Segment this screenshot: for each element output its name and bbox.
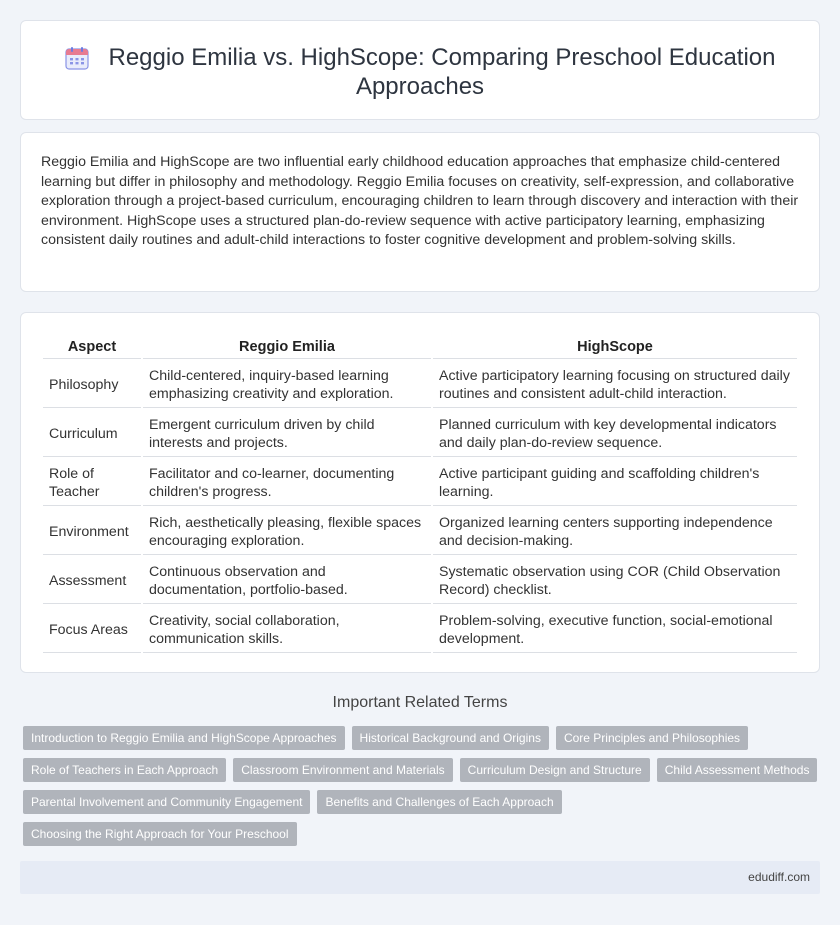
related-term-link[interactable]: Role of Teachers in Each Approach	[23, 758, 226, 782]
cell-highscope: Systematic observation using COR (Child Observation Record) checklist.	[433, 557, 797, 604]
cell-aspect: Philosophy	[43, 361, 141, 408]
header-aspect: Aspect	[43, 335, 141, 359]
table-row	[43, 606, 797, 653]
related-term-link[interactable]: Curriculum Design and Structure	[460, 758, 650, 782]
cell-reggio: Facilitator and co-learner, documenting children's progress.	[143, 459, 431, 506]
cell-reggio: Rich, aesthetically pleasing, flexible spaces encouraging exploration.	[143, 508, 431, 555]
related-term-link[interactable]: Benefits and Challenges of Each Approach	[317, 790, 561, 814]
cell-highscope: Planned curriculum with key developmental indicators and daily plan-do-review sequence.	[433, 410, 797, 457]
related-term-link[interactable]: Core Principles and Philosophies	[556, 726, 748, 750]
cell-aspect: Role of Teacher	[43, 459, 141, 506]
related-terms-title: Important Related Terms	[332, 694, 508, 711]
comparison-card	[20, 312, 820, 673]
intro-card	[20, 132, 820, 292]
table-row	[43, 459, 797, 506]
cell-highscope: Problem-solving, executive function, social-emotional development.	[433, 606, 797, 653]
cell-highscope: Organized learning centers supporting independence and decision-making.	[433, 508, 797, 555]
header-highscope: HighScope	[433, 335, 797, 359]
related-terms-list	[23, 726, 823, 854]
header-card	[20, 20, 820, 120]
cell-highscope: Active participatory learning focusing on structured daily routines and consistent adult-child interaction.	[433, 361, 797, 408]
title-text-line2: Approaches	[355, 73, 485, 100]
comparison-table	[41, 333, 799, 655]
related-term-link[interactable]: Parental Involvement and Community Engagement	[23, 790, 310, 814]
related-term-link[interactable]: Historical Background and Origins	[352, 726, 549, 750]
cell-highscope: Active participant guiding and scaffolding children's learning.	[433, 459, 797, 506]
table-row	[43, 508, 797, 555]
table-header-row	[43, 335, 797, 359]
related-term-link[interactable]: Introduction to Reggio Emilia and HighScope Approaches	[23, 726, 345, 750]
cell-aspect: Curriculum	[43, 410, 141, 457]
related-term-link[interactable]: Classroom Environment and Materials	[233, 758, 452, 782]
cell-aspect: Focus Areas	[43, 606, 141, 653]
table-row	[43, 410, 797, 457]
cell-aspect: Environment	[43, 508, 141, 555]
header-reggio-emilia: Reggio Emilia	[143, 335, 431, 359]
table-row	[43, 361, 797, 408]
calendar-icon	[64, 45, 90, 71]
cell-reggio: Continuous observation and documentation, portfolio-based.	[143, 557, 431, 604]
page-title	[21, 43, 819, 101]
cell-reggio: Creativity, social collaboration, communication skills.	[143, 606, 431, 653]
footer-site-link[interactable]: edudiff.com	[748, 870, 810, 884]
related-term-link[interactable]: Choosing the Right Approach for Your Preschool	[23, 822, 297, 846]
cell-reggio: Child-centered, inquiry-based learning emphasizing creativity and exploration.	[143, 361, 431, 408]
title-text-line1: Reggio Emilia vs. HighScope: Comparing Preschool Education	[108, 44, 776, 71]
cell-aspect: Assessment	[43, 557, 141, 604]
intro-paragraph: Reggio Emilia and HighScope are two influential early childhood education approaches that emphasize child-centered learning but differ in philosophy and methodology. Reggio Emilia focuses on creativity, self-expression, and collaborative exploration through a project-based curriculum, encouraging children to learn through discovery and interaction with their environment. HighScope uses a structured plan-do-review sequence with active participatory learning, emphasizing consistent daily routines and adult-child interactions to foster cognitive development and problem-solving skills.	[41, 154, 799, 249]
table-row	[43, 557, 797, 604]
related-term-link[interactable]: Child Assessment Methods	[657, 758, 818, 782]
footer	[20, 861, 820, 894]
cell-reggio: Emergent curriculum driven by child interests and projects.	[143, 410, 431, 457]
